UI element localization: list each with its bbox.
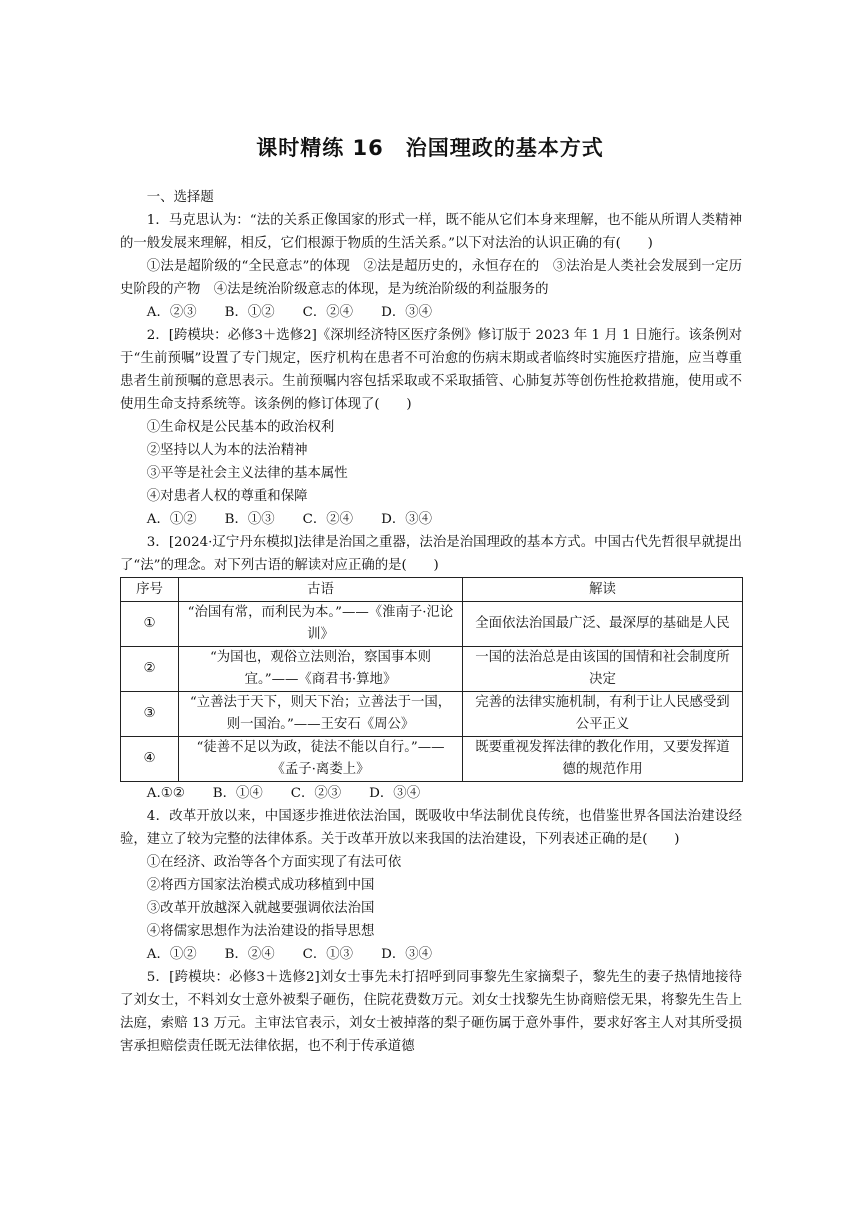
question-4-stem: 4．改革开放以来，中国逐步推进依法治国，既吸收中华法制优良传统，也借鉴世界各国法治建设经验，建立了较为完整的法律体系。关于改革开放以来我国的法治建设，下列表述正确的是( ) <box>120 809 742 847</box>
table-row <box>121 602 743 647</box>
option-a: A．①② <box>146 512 197 527</box>
question-3-options <box>120 782 742 805</box>
question-2-item: ②坚持以人为本的法治精神 <box>146 443 308 458</box>
option-c: C．②④ <box>302 305 354 320</box>
exercise-content <box>120 186 742 1058</box>
question-1-items: ①法是超阶级的“全民意志”的体现 ②法是超历史的，永恒存在的 ③法治是人类社会发展到一定历史阶段的产物 ④法是统治阶级意志的体现，是为统治阶级的利益服务的 <box>120 259 742 297</box>
question-4-item: ③改革开放越深入就越要强调依法治国 <box>146 901 375 916</box>
table-row <box>121 737 743 782</box>
question-1-stem: 1．马克思认为：“法的关系正像国家的形式一样，既不能从它们本身来理解，也不能从所谓人类精神的一般发展来理解，相反，它们根源于物质的生活关系。”以下对法治的认识正确的有( ) <box>120 213 742 251</box>
option-d: D．③④ <box>369 786 421 801</box>
table-cell: 一国的法治总是由该国的国情和社会制度所决定 <box>463 647 743 692</box>
table-cell: 既要重视发挥法律的教化作用，又要发挥道德的规范作用 <box>463 737 743 782</box>
option-d: D．③④ <box>381 305 432 320</box>
option-c: C．②④ <box>302 512 354 527</box>
table-cell: “徒善不足以为政，徒法不能以自行。”——《孟子·离娄上》 <box>179 737 463 782</box>
table-cell: “为国也，观俗立法则治，察国事本则宜。”——《商君书·算地》 <box>179 647 463 692</box>
table-header: 解读 <box>463 578 743 602</box>
option-a: A．①② <box>146 947 197 962</box>
question-2-stem: 2．[跨模块：必修3＋选修2]《深圳经济特区医疗条例》修订版于 2023 年 1 月 1 日施行。该条例对于“生前预嘱”设置了专门规定，医疗机构在患者不可治愈的伤病末期或者临终时实施医疗措施，应当尊重患者生前预嘱的意思表示。生前预嘱内容包括采取或不采取插管、心肺复苏等创伤性抢救措施，使用或不使用生命支持系统等。该条例的修订体现了( ) <box>120 328 742 412</box>
table-header-row <box>121 578 743 602</box>
option-b: B．①② <box>224 305 275 320</box>
table-cell: “治国有常，而利民为本。”——《淮南子·氾论训》 <box>179 602 463 647</box>
question-4-item: ①在经济、政治等各个方面实现了有法可依 <box>146 855 402 870</box>
question-3-stem: 3．[2024·辽宁丹东模拟]法律是治国之重器，法治是治国理政的基本方式。中国古代先哲很早就提出了“法”的理念。对下列古语的解读对应正确的是( ) <box>120 535 742 573</box>
table-cell: 完善的法律实施机制，有利于让人民感受到公平正义 <box>463 692 743 737</box>
option-a: A．②③ <box>146 305 197 320</box>
question-2-options <box>120 508 742 531</box>
table-row <box>121 647 743 692</box>
question-1-options <box>120 301 742 324</box>
question-3-table <box>120 577 743 782</box>
table-cell: ① <box>121 602 179 647</box>
question-5-stem: 5．[跨模块：必修3＋选修2]刘女士事先未打招呼到同事黎先生家摘梨子，黎先生的妻子热情地接待了刘女士，不料刘女士意外被梨子砸伤，住院花费数万元。刘女士找黎先生协商赔偿无果，将黎先生告上法庭，索赔 13 万元。主审法官表示，刘女士被掉落的梨子砸伤属于意外事件，要求好客主人对其所受损害承担赔偿责任既无法律依据，也不利于传承道德 <box>120 970 742 1054</box>
option-b: B．①③ <box>224 512 275 527</box>
option-d: D．③④ <box>381 947 432 962</box>
page-title: 课时精练 16 治国理政的基本方式 <box>256 136 604 160</box>
question-2-item: ④对患者人权的尊重和保障 <box>146 489 308 504</box>
table-row <box>121 692 743 737</box>
table-header: 序号 <box>121 578 179 602</box>
question-2-item: ③平等是社会主义法律的基本属性 <box>146 466 348 481</box>
section-heading: 一、选择题 <box>146 190 214 205</box>
option-c: C．②③ <box>290 786 342 801</box>
table-cell: ③ <box>121 692 179 737</box>
question-4-item: ④将儒家思想作为法治建设的指导思想 <box>146 924 375 939</box>
option-b: B．①④ <box>212 786 263 801</box>
option-d: D．③④ <box>381 512 432 527</box>
option-a: A.①② <box>146 786 185 801</box>
table-cell: ④ <box>121 737 179 782</box>
table-cell: “立善法于天下，则天下治；立善法于一国，则一国治。”——王安石《周公》 <box>179 692 463 737</box>
option-b: B．②④ <box>224 947 275 962</box>
option-c: C．①③ <box>302 947 354 962</box>
table-cell: ② <box>121 647 179 692</box>
table-header: 古语 <box>179 578 463 602</box>
question-4-options <box>120 943 742 966</box>
question-4-item: ②将西方国家法治模式成功移植到中国 <box>146 878 375 893</box>
table-cell: 全面依法治国最广泛、最深厚的基础是人民 <box>463 602 743 647</box>
question-2-item: ①生命权是公民基本的政治权利 <box>146 420 335 435</box>
